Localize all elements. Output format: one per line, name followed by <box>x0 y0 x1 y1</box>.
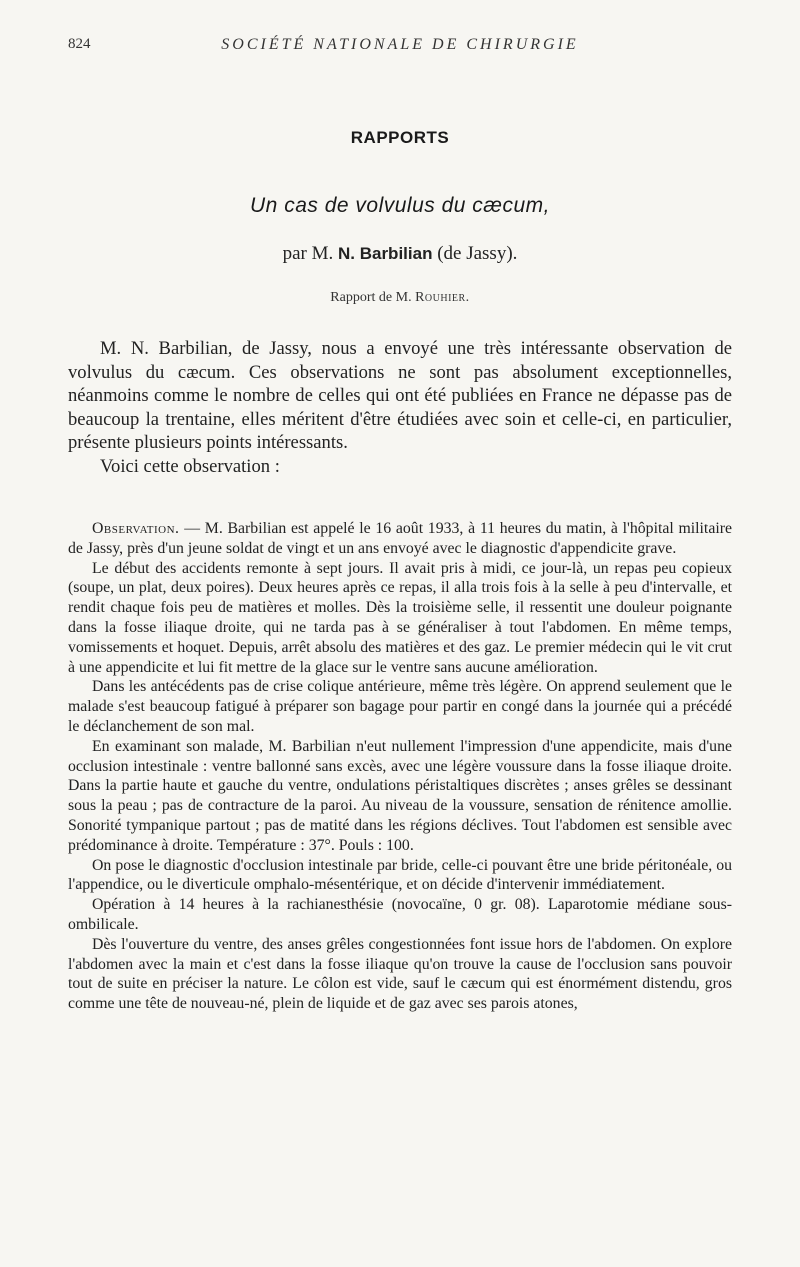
intro-text <box>68 337 732 478</box>
observation-text <box>68 519 732 1014</box>
author-name: N. Barbilian <box>337 244 433 263</box>
observation-paragraph <box>68 519 732 559</box>
running-head <box>68 36 732 60</box>
byline-prefix: par M. <box>282 243 334 264</box>
intro-paragraph: M. N. Barbilian, de Jassy, nous a envoyé une très intéressante observation de volvulus du cæcum. Ces observations ne sont pas absolument exceptionnelles, néanmoins comme le nombre de celles qui ont été publiées en France ne dépasse pas de beaucoup la trentaine, elles méritent d'être étudiées avec soin et celle-ci, en particulier, présente plusieurs points intéressants. <box>68 338 732 453</box>
section-title: RAPPORTS <box>350 128 450 147</box>
observation-label: Observation. <box>92 520 180 537</box>
intro-paragraph: Voici cette observation : <box>100 455 280 477</box>
observation-paragraph: Dans les antécédents pas de crise colique antérieure, même très légère. On apprend seulement que le malade s'est beaucoup fatigué à préparer son bagage pour partir en congé dans la journée qui a précédé le déclanchement de son mal. <box>68 678 732 735</box>
byline-suffix: (de Jassy). <box>437 243 518 264</box>
observation-first-text: — M. Barbilian est appelé le 16 août 1933, à 11 heures du matin, à l'hôpital militaire de Jassy, près d'un jeune soldat de vingt et un ans envoyé avec le diagnostic d'appendicite grave. <box>68 520 732 557</box>
report-line <box>0 290 800 306</box>
observation-paragraph: Le début des accidents remonte à sept jours. Il avait pris à midi, ce jour-là, un repas peu copieux (soupe, un plat, deux poires). Deux heures après ce repas, il alla trois fois à la selle à peu d'intervalle, et rendit chaque fois peu de matières et molles. Dès la troisième selle, il ressentit une douleur poignante dans la fosse iliaque droite, qui ne tarda pas à se généraliser à tout l'abdomen. En même temps, vomissements et hoquet. Depuis, arrêt absolu des matières et des gaz. Le premier médecin qui le vit crut à une appendicite et lui fit mettre de la glace sur le ventre sans aucune amélioration. <box>68 559 732 676</box>
page-number: 824 <box>68 36 91 52</box>
byline <box>0 243 800 265</box>
report-prefix: Rapport de M. <box>330 290 412 305</box>
article-title: Un cas de volvulus du cæcum, <box>250 194 550 217</box>
observation-paragraph: Opération à 14 heures à la rachianesthésie (novocaïne, 0 gr. 08). Laparotomie médiane sous-ombilicale. <box>68 896 732 933</box>
observation-paragraph: En examinant son malade, M. Barbilian n'eut nullement l'impression d'une appendicite, mais d'une occlusion intestinale : ventre ballonné sans excès, avec une légère voussure dans la fosse iliaque droite. Dans la partie haute et gauche du ventre, ondulations péristaltiques discrètes ; anses grêles se dessinant sous la peau ; pas de contracture de la paroi. Au niveau de la voussure, sensation de rénitence amollie. Sonorité tympanique partout ; pas de matité dans les régions déclives. Tout l'abdomen est sensible avec prédominance à droite. Température : 37°. Pouls : 100. <box>68 737 732 854</box>
journal-title: SOCIÉTÉ NATIONALE DE CHIRURGIE <box>221 36 579 53</box>
observation-paragraph: Dès l'ouverture du ventre, des anses grêles congestionnées font issue hors de l'abdomen. On explore l'abdomen avec la main et c'est dans la fosse iliaque qu'on trouve la cause de l'occlusion sans pouvoir tout de suite en préciser la nature. Le côlon est vide, sauf le cæcum qui est énormément distendu, gros comme une tête de nouveau-né, plein de liquide et de gaz avec ses parois atones, <box>68 935 732 1013</box>
observation-paragraph: On pose le diagnostic d'occlusion intestinale par bride, celle-ci pouvant être une bride péritonéale, ou l'appendice, ou le diverticule omphalo-mésentérique, et on décide d'intervenir immédiatement. <box>68 856 732 894</box>
report-author: Rouhier. <box>415 290 470 305</box>
